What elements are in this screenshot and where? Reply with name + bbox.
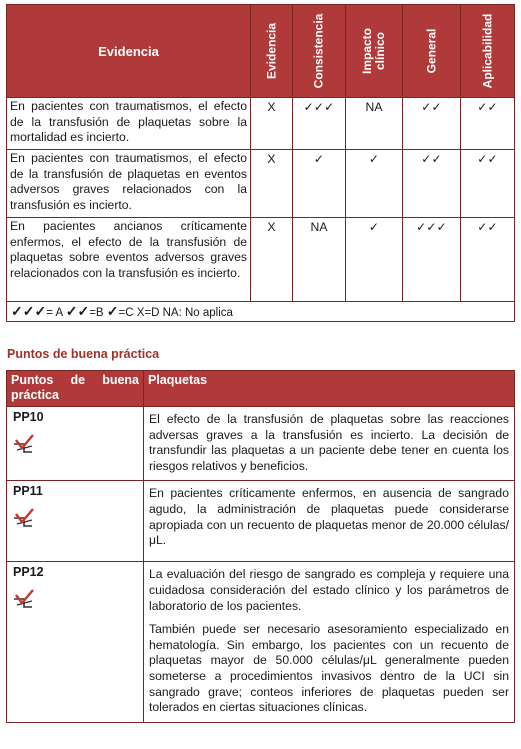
practice-text — [144, 407, 515, 481]
evidence-row — [7, 150, 515, 218]
checked-box-icon — [13, 508, 35, 528]
header-col-evidencia: Evidencia — [251, 5, 293, 98]
practice-paragraph: La evaluación del riesgo de sangrado es compleja y requiere una cuidadosa consideración del estado clínico y los parámetros de laboratorio de los pacientes. — [149, 567, 509, 613]
practice-paragraph: En pacientes críticamente enfermos, en ausencia de sangrado agudo, la administración de plaquetas puede considerarse apropiada con un recuento de plaquetas menor de 20.000 células/μL. — [149, 486, 509, 548]
legend-b-marks: ✓✓ — [65, 303, 90, 319]
evidence-table — [6, 4, 515, 322]
practice-code-cell — [7, 407, 144, 481]
evidencia-value: X — [251, 218, 293, 302]
practice-text — [144, 562, 515, 722]
legend-b-text: =B — [89, 307, 107, 319]
header-col-aplicabilidad: Aplicabilidad — [461, 5, 515, 98]
evidence-statement: En pacientes ancianos críticamente enfermos, el efecto de la transfusión de plaquetas sobre eventos adversos graves relacionados con la transfusión es incierto. — [7, 218, 251, 302]
header-evidence: Evidencia — [7, 5, 251, 98]
header-col-general: General — [403, 5, 461, 98]
impacto-value: NA — [346, 98, 403, 150]
impacto-value: ✓ — [346, 150, 403, 218]
practice-code-cell — [7, 481, 144, 562]
good-practice-table — [6, 370, 515, 723]
consistencia-value: ✓✓✓ — [293, 98, 346, 150]
impacto-value: ✓ — [346, 218, 403, 302]
general-value: ✓✓ — [403, 98, 461, 150]
practice-text — [144, 481, 515, 562]
practice-paragraph: El efecto de la transfusión de plaquetas sobre las reacciones adversas graves a la transfusión es incierto. La decisión de transfundir las plaquetas a un paciente debe tener en cuenta los riesgos relativos y beneficios. — [149, 412, 509, 473]
evidence-row — [7, 98, 515, 150]
evidence-row — [7, 218, 515, 302]
header-col-consistencia: Consistencia — [293, 5, 346, 98]
evidence-legend — [7, 302, 515, 322]
header-col-impacto: Impacto clínico — [346, 5, 403, 98]
practice-code: PP11 — [13, 484, 43, 499]
aplicabilidad-value: ✓✓ — [461, 218, 515, 302]
evidence-legend-row — [7, 302, 515, 322]
practice-code: PP10 — [13, 410, 44, 424]
header-plaquetas: Plaquetas — [144, 371, 515, 407]
header-good-practice: Puntos de buena práctica — [7, 371, 144, 407]
checked-box-icon — [13, 589, 35, 609]
evidence-statement: En pacientes con traumatismos, el efecto de la transfusión de plaquetas sobre la mortalidad es incierto. — [7, 98, 251, 150]
evidencia-value: X — [251, 150, 293, 218]
evidencia-value: X — [251, 98, 293, 150]
legend-a-marks: ✓✓✓ — [11, 303, 47, 319]
evidence-table-header — [7, 5, 515, 98]
aplicabilidad-value: ✓✓ — [461, 150, 515, 218]
practice-row — [7, 407, 515, 481]
consistencia-value: NA — [293, 218, 346, 302]
practice-row — [7, 481, 515, 562]
legend-c-marks: ✓ — [106, 303, 119, 319]
practice-paragraph: También puede ser necesario asesoramiento especializado en hematología. Sin embargo, los pacientes con un recuento de plaquetas mayor de 50.000 células/μL generalmente pueden someterse a procedimientos invasivos dentro de la UCI sin sangrado grave; conteos inferiores de plaquetas pueden ser tolerados en ciertas situaciones clínicas. — [149, 622, 509, 715]
good-practice-header — [7, 371, 515, 407]
section-title: Puntos de buena práctica — [7, 347, 160, 361]
checked-box-icon — [13, 434, 35, 454]
legend-a-text: = A — [46, 307, 66, 319]
evidence-statement: En pacientes con traumatismos, el efecto de la transfusión de plaquetas en eventos adversos graves relacionados con la transfusión es incierto. — [7, 150, 251, 218]
legend-c-text: =C X=D NA: No aplica — [118, 307, 233, 319]
aplicabilidad-value: ✓✓ — [461, 98, 515, 150]
practice-code-cell — [7, 562, 144, 722]
general-value: ✓✓ — [403, 150, 461, 218]
general-value: ✓✓✓ — [403, 218, 461, 302]
practice-row — [7, 562, 515, 722]
consistencia-value: ✓ — [293, 150, 346, 218]
practice-code: PP12 — [13, 565, 44, 580]
